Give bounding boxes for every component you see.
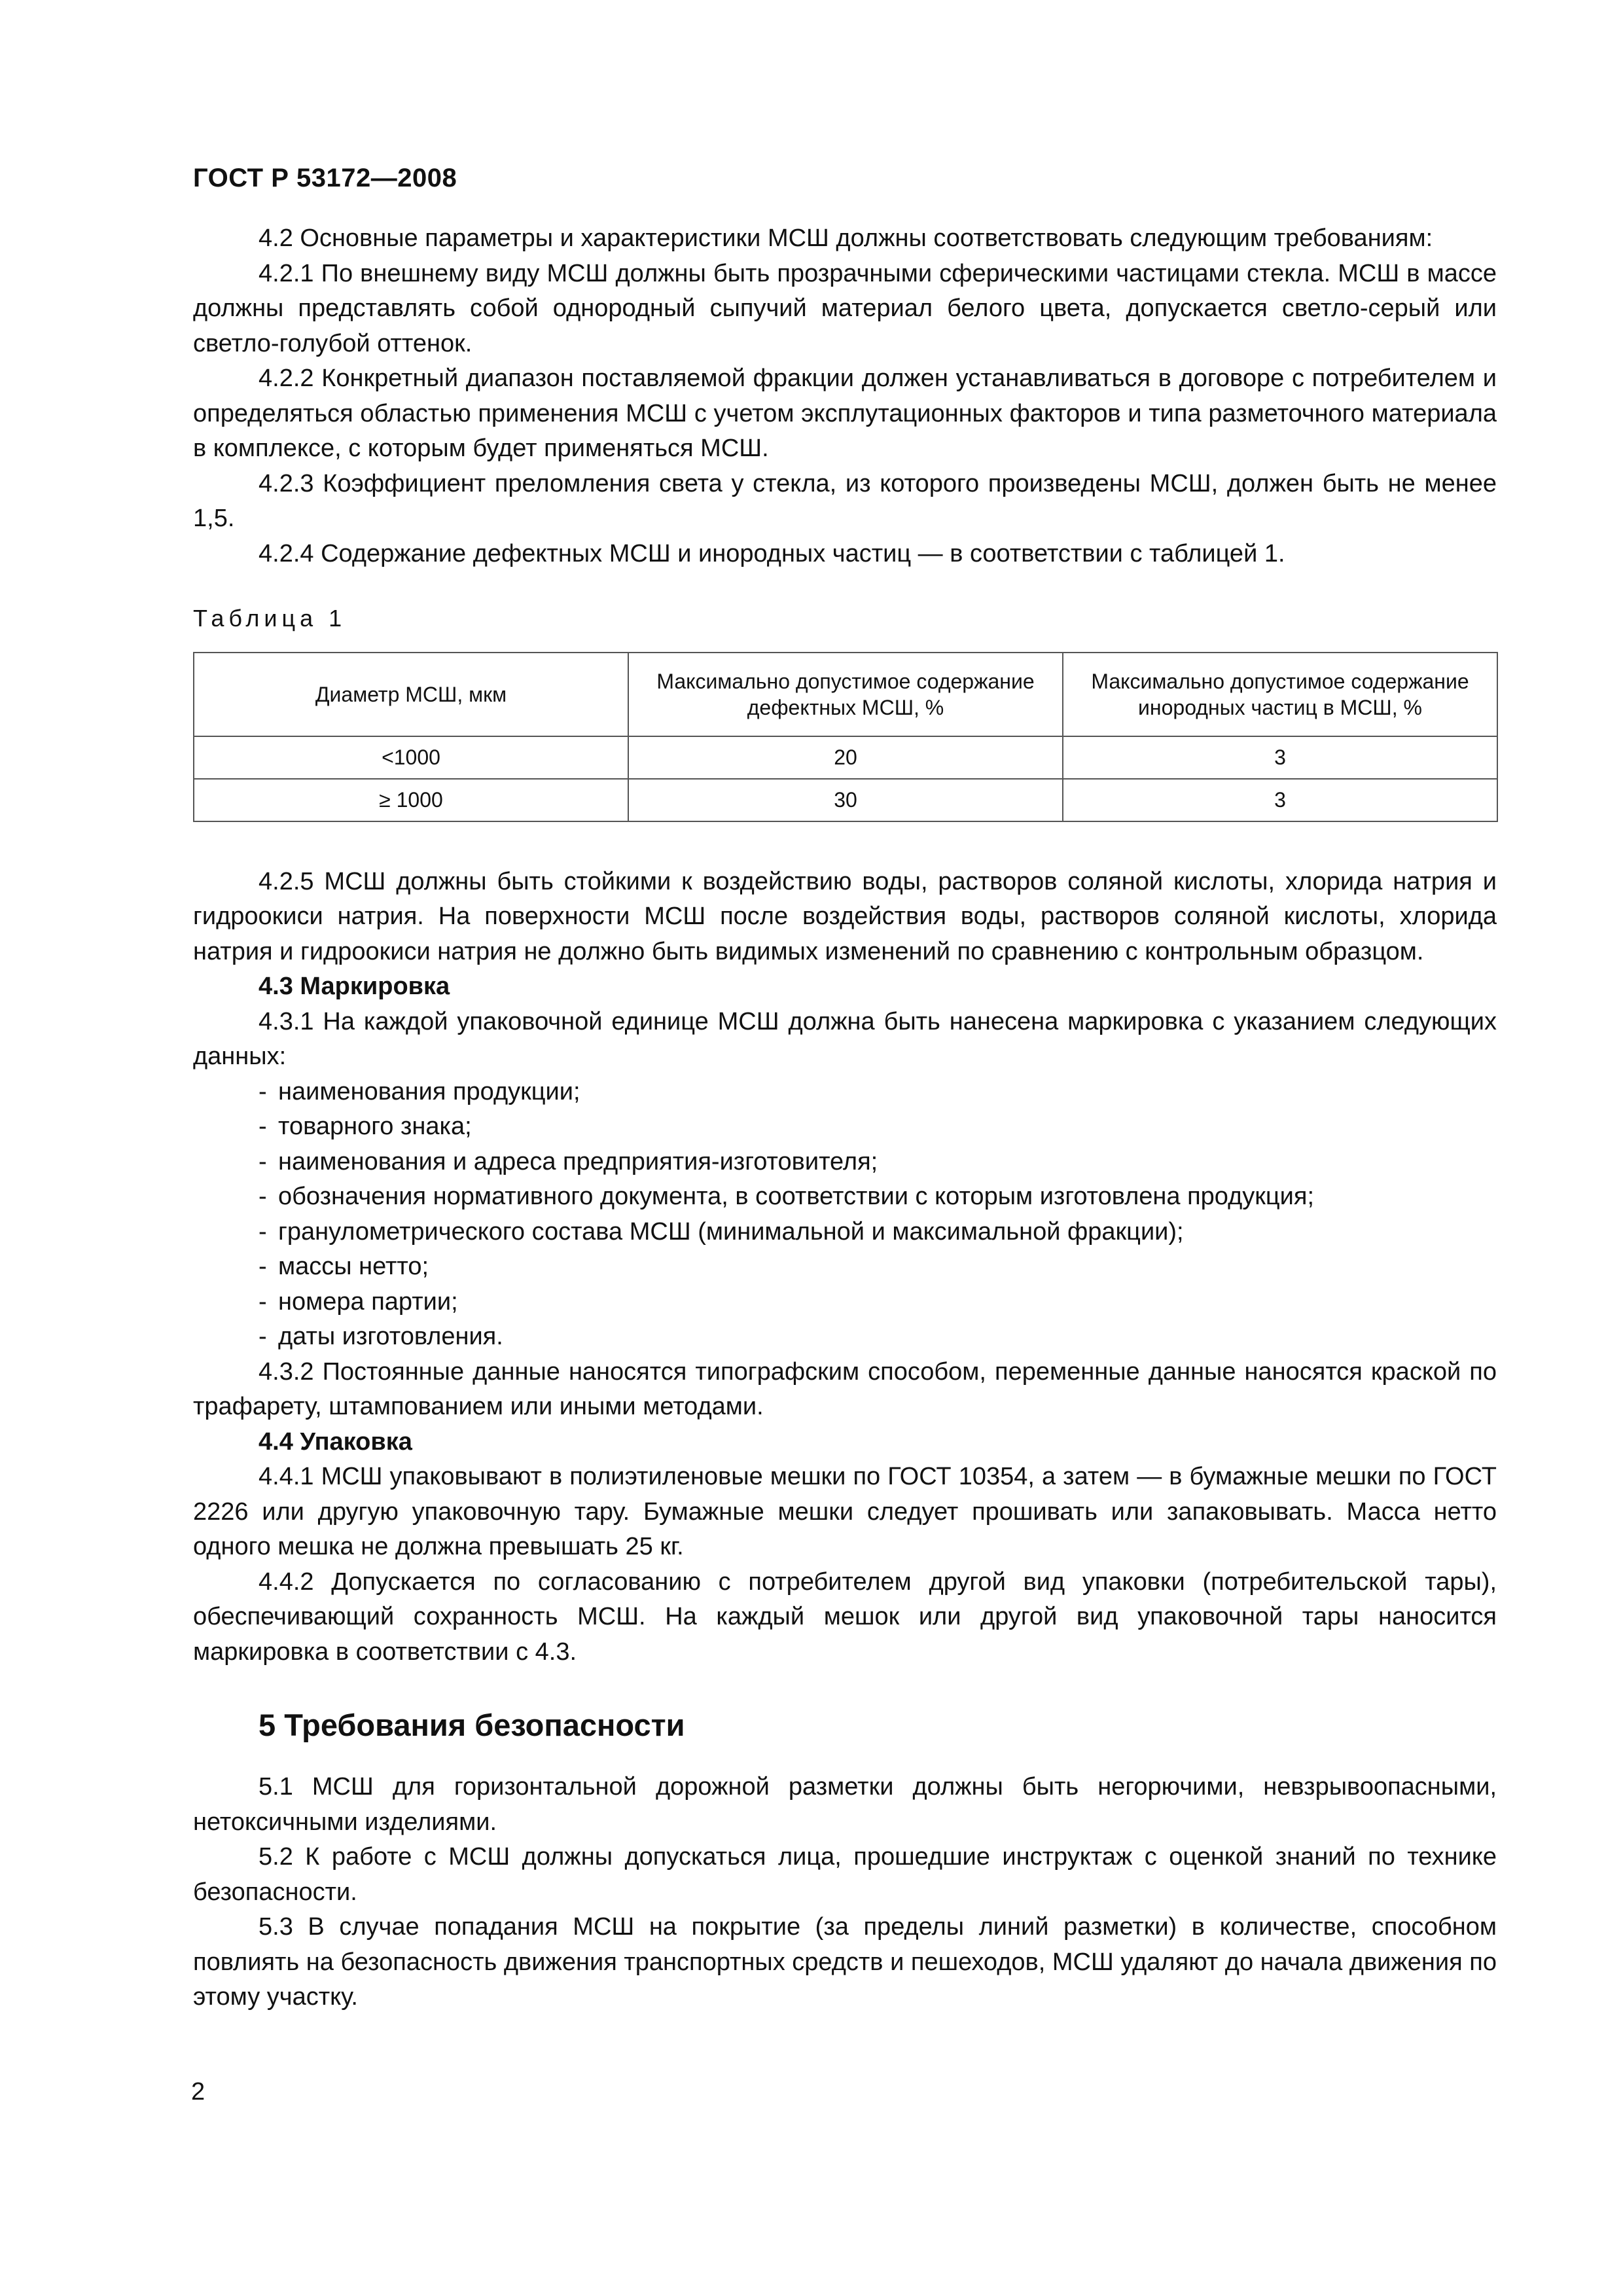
- table-cell: 20: [628, 736, 1063, 779]
- paragraph-4-2-3: 4.2.3 Коэффициент преломления света у стекла, из которого произведены МСШ, должен быть не менее 1,5.: [193, 469, 1497, 532]
- paragraph-4-2-4: 4.2.4 Содержание дефектных МСШ и инородных частиц — в соответствии с таблицей 1.: [259, 539, 1285, 567]
- list-item: - наименования и адреса предприятия-изготовителя;: [259, 1147, 878, 1175]
- list-item: - наименования продукции;: [259, 1077, 580, 1105]
- paragraph-5-1: 5.1 МСШ для горизонтальной дорожной разметки должны быть негорючими, невзрывоопасными, нетоксичными изделиями.: [193, 1773, 1497, 1836]
- table-cell: 30: [628, 779, 1063, 821]
- table-cell: ≥ 1000: [194, 779, 628, 821]
- list-item: - гранулометрического состава МСШ (минимальной и максимальной фракции);: [259, 1217, 1184, 1246]
- table-header-cell: Диаметр МСШ, мкм: [194, 653, 628, 736]
- list-item: - товарного знака;: [259, 1113, 472, 1140]
- table-row: [194, 779, 1497, 821]
- paragraph-4-4-2: 4.4.2 Допускается по согласованию с потребителем другой вид упаковки (потребительской тары), обеспечивающий сохранность МСШ. На каждый мешок или другой вид упаковочной тары наносится маркировка в соответствии с 4.3.: [193, 1568, 1497, 1666]
- paragraph-4-4-1: 4.4.1 МСШ упаковывают в полиэтиленовые мешки по ГОСТ 10354, а затем — в бумажные мешки по ГОСТ 2226 или другую упаковочную тару. Бумажные мешки следует прошивать или запаковывать. Масса нетто одного мешка не должна превышать 25 кг.: [193, 1463, 1497, 1560]
- list-item: - даты изготовления.: [259, 1323, 503, 1350]
- table-caption: Таблица 1: [193, 605, 347, 632]
- document-body: [193, 221, 1497, 2015]
- table-header-row: [194, 653, 1497, 736]
- table-header-cell: Максимально допустимое содержание инородных частиц в МСШ, %: [1063, 653, 1497, 736]
- heading-4-4: 4.4 Упаковка: [259, 1427, 412, 1456]
- paragraph-5-2: 5.2 К работе с МСШ должны допускаться лица, прошедшие инструктаж с оценкой знаний по технике безопасности.: [193, 1843, 1497, 1906]
- table-cell: <1000: [194, 736, 628, 779]
- paragraph-4-2-5: 4.2.5 МСШ должны быть стойкими к воздействию воды, растворов соляной кислоты, хлорида натрия и гидроокиси натрия. На поверхности МСШ после воздействия воды, растворов соляной кислоты, хлорида натрия и гидроокиси натрия не должно быть видимых изменений по сравнению с контрольным образцом.: [193, 867, 1497, 965]
- table-1: [193, 652, 1498, 822]
- list-item: - обозначения нормативного документа, в соответствии с которым изготовлена продукция;: [259, 1183, 1315, 1210]
- table-header-cell: Максимально допустимое содержание дефектных МСШ, %: [628, 653, 1063, 736]
- marking-list: [193, 1075, 1497, 1355]
- page-number: 2: [191, 2078, 205, 2106]
- paragraph-4-2: 4.2 Основные параметры и характеристики МСШ должны соответствовать следующим требованиям:: [259, 224, 1433, 252]
- table-cell: 3: [1063, 779, 1497, 821]
- table-cell: 3: [1063, 736, 1497, 779]
- list-item: - массы нетто;: [259, 1253, 429, 1280]
- list-item: - номера партии;: [259, 1287, 458, 1316]
- paragraph-4-2-1: 4.2.1 По внешнему виду МСШ должны быть прозрачными сферическими частицами стекла. МСШ в массе должны представлять собой однородный сыпучий материал белого цвета, допускается светло-серый или светло-голубой оттенок.: [193, 259, 1497, 357]
- heading-section-5: 5 Требования безопасности: [259, 1708, 685, 1742]
- document-header: ГОСТ Р 53172—2008: [193, 164, 457, 192]
- table-row: [194, 736, 1497, 779]
- paragraph-4-3-1: 4.3.1 На каждой упаковочной единице МСШ должна быть нанесена маркировка с указанием следующих данных:: [193, 1007, 1497, 1070]
- paragraph-5-3: 5.3 В случае попадания МСШ на покрытие (за пределы линий разметки) в количестве, способном повлиять на безопасность движения транспортных средств и пешеходов, МСШ удаляют до начала движения по этому участку.: [193, 1913, 1497, 2011]
- paragraph-4-3-2: 4.3.2 Постоянные данные наносятся типографским способом, переменные данные наносятся краской по трафарету, штампованием или иными методами.: [193, 1357, 1497, 1420]
- heading-4-3: 4.3 Маркировка: [259, 973, 450, 1000]
- paragraph-4-2-2: 4.2.2 Конкретный диапазон поставляемой фракции должен устанавливаться в договоре с потребителем и определяться областью применения МСШ с учетом эксплутационных факторов и типа разметочного материала в комплексе, с которым будет применяться МСШ.: [193, 365, 1497, 462]
